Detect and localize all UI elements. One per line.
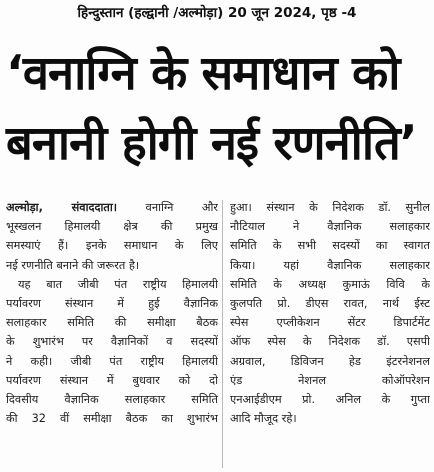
headline-line-2: बनानी होगी नई रणनीति’ [6,116,417,171]
column-divider [222,200,223,468]
article-column-left [6,198,218,428]
article-text-line: ने कही। जीबी पंत राष्ट्रीय हिमालयी [6,354,218,368]
article-text-line: समस्याएं हैं। इनके समाधान के लिए [6,239,218,253]
article-text-line: अग्रवाल, डिविजन हेड इंटरनेशनल [230,354,430,368]
article-text-line: वनाग्नि और [145,201,218,214]
article-text-line: भूस्खलन हिमालयी क्षेत्र की प्रमुख [6,220,218,234]
article-text-line: पर्यावरण संस्थान में हुई वैज्ञानिक [6,297,218,311]
dateline: अल्मोड़ा, संवाददाता। [6,201,118,214]
article-text-line: पर्यावरण संस्थान में बुधवार को दो [6,373,218,387]
article-text-line: समिति के अध्यक्ष कुमाऊं विवि के [230,277,430,291]
headline-line-1: ‘वनाग्नि के समाधान को [6,46,400,101]
article-text-line: स्पेस एप्लीकेशन सेंटर डिपार्टमेंट [230,316,430,330]
article-first-line [6,198,218,217]
article-text-line: यह बात जीबी पंत राष्ट्रीय हिमालयी [18,277,218,291]
article-text-line: की 32 वीं समीक्षा बैठक का शुभारंभ [6,412,218,426]
article-text-line: कुलपति प्रो. डीएस रावत, नार्थ ईस्ट [230,297,430,311]
article-text-line: हुआ। संस्थान के निदेशक डॉ. सुनील [230,201,430,214]
article-text-line: किया। यहां वैज्ञानिक सलाहकार [230,258,430,272]
article-text-line: आदि मौजूद रहे। [230,412,297,426]
article-text-line: सलाहकार समिति की समीक्षा बैठक [6,316,218,330]
article-text-line: ऑफ स्पेस के निदेशक डॉ. एसपी [230,335,430,349]
article-text-line: समिति के सभी सदस्यों का स्वागत [230,239,430,253]
article-text-line: के शुभारंभ पर वैज्ञानिकों व सदस्यों [6,335,218,349]
source-caption: हिन्दुस्तान (हल्द्वानी /अल्मोड़ा) 20 जून 2024, पृष्ठ -4 [77,5,357,21]
article-column-right [230,198,430,428]
article-text-line: एनआईडीएम प्रो. अनिल के गुप्ता [230,393,430,407]
article-text-line: एंड नेशनल कोऑपरेशन [230,373,430,387]
article-text-line: नौटियाल ने वैज्ञानिक सलाहकार [230,220,430,234]
article-text-line: नई रणनीति बनाने की जरूरत है। [6,258,140,272]
article-text-line: दिवसीय वैज्ञानिक सलाहकार समिति [6,393,218,407]
